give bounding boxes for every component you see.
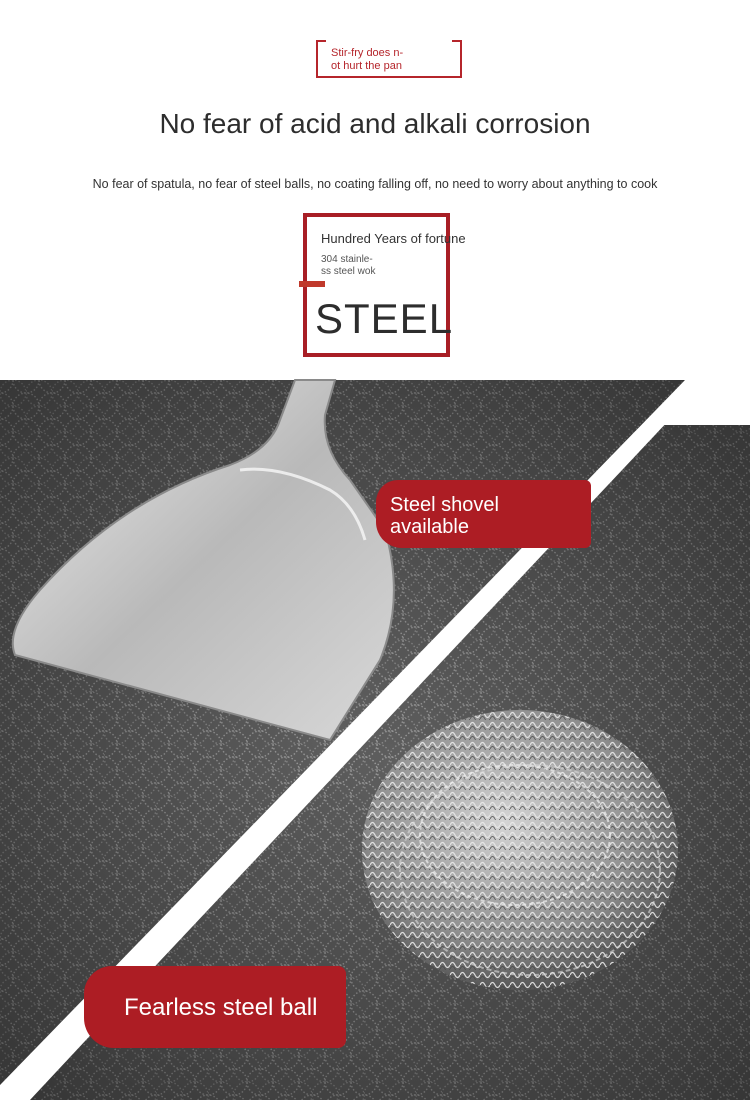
steel-logo-box [303, 213, 466, 357]
badge-line-2: ot hurt the pan [331, 60, 402, 72]
stir-fry-badge [316, 40, 462, 78]
ball-label-text: Fearless steel ball [124, 994, 318, 1021]
steel-ball-image [362, 710, 678, 990]
shovel-label-line-1: Steel shovel [390, 494, 499, 516]
steel-word: STEEL [315, 295, 454, 342]
material-line-1: 304 stainle- [321, 254, 373, 265]
brand-name: Hundred Years of fortune [321, 231, 466, 246]
badge-line-1: Stir-fry does n- [331, 47, 404, 59]
shovel-label-line-2: available [390, 516, 469, 538]
page-heading: No fear of acid and alkali corrosion [159, 108, 591, 139]
steel-ball-label [84, 966, 346, 1048]
material-note [321, 254, 375, 278]
steel-shovel-label [376, 480, 591, 548]
page-subheading: No fear of spatula, no fear of steel balls, no coating falling off, no need to worry about anything to cook [92, 177, 658, 191]
material-line-2: ss steel wok [321, 266, 376, 277]
accent-bar [299, 281, 325, 287]
